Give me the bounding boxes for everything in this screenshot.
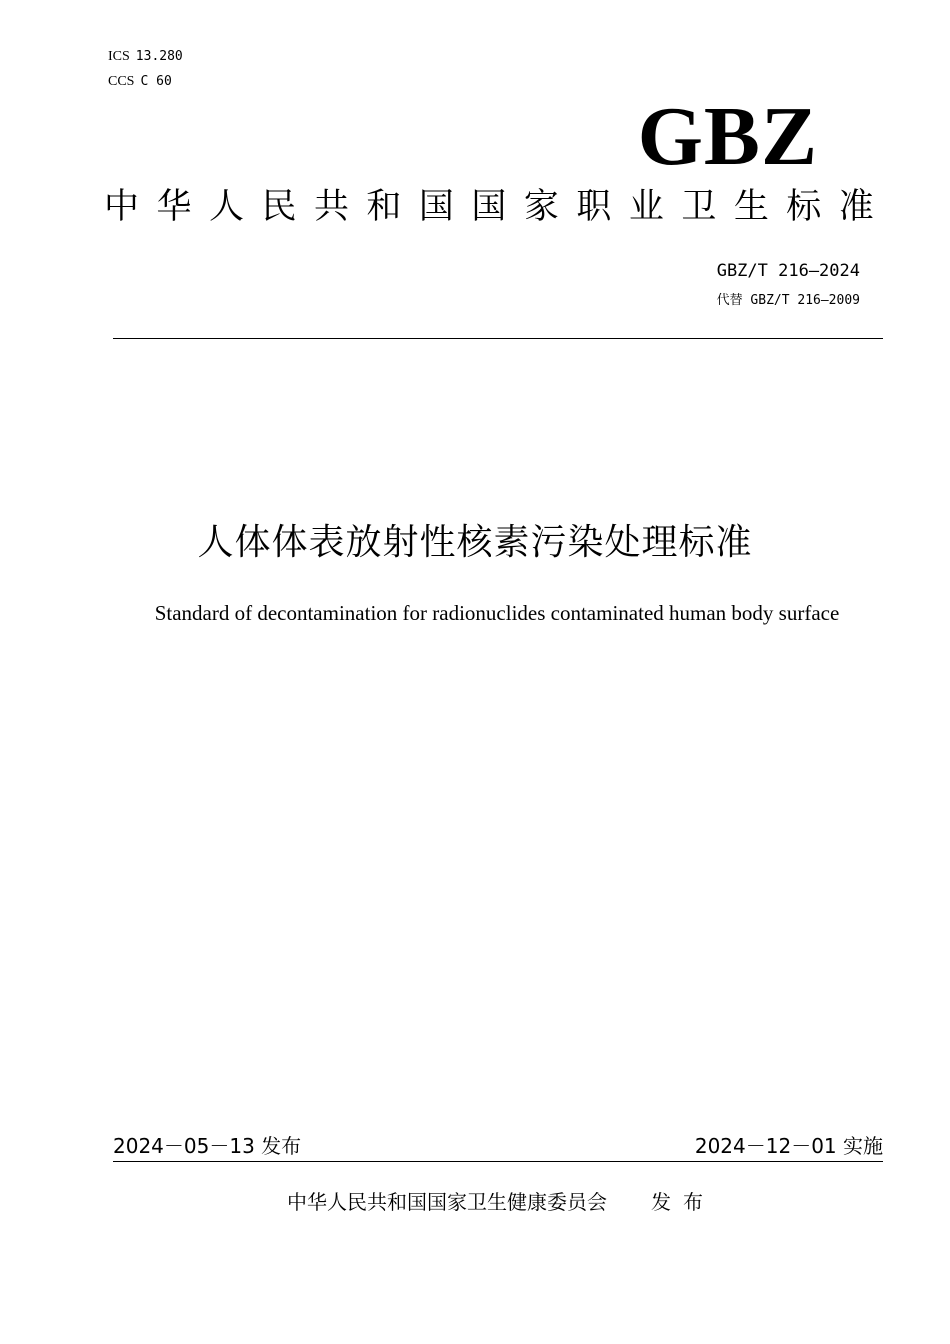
title-chinese: 人体体表放射性核素污染处理标准 <box>197 522 753 563</box>
gbz-logo: GBZ <box>637 90 818 183</box>
category-char: 卫 <box>681 187 717 227</box>
bottom-divider <box>113 1161 883 1162</box>
ccs-code <box>108 72 172 91</box>
replaces-standard: 代替 GBZ/T 216—2009 <box>716 293 860 308</box>
category-char: 准 <box>838 187 874 227</box>
category-char: 和 <box>366 187 402 227</box>
category-char: 共 <box>313 187 349 227</box>
category-char: 生 <box>733 187 769 227</box>
category-char: 国 <box>471 187 507 227</box>
category-char: 家 <box>523 187 559 227</box>
title-english: Standard of decontamination for radionuclides contaminated human body surface <box>154 601 840 625</box>
category-char: 民 <box>261 187 297 227</box>
ccs-value: C 60 <box>140 74 172 89</box>
category-char: 中 <box>104 187 140 227</box>
category-char: 标 <box>786 187 822 227</box>
implementation-date: 2024－12－01 实施 <box>694 1134 883 1158</box>
ics-code <box>108 47 183 66</box>
top-divider <box>113 338 883 339</box>
standard-category <box>104 185 874 229</box>
issue-date: 2024－05－13 发布 <box>113 1134 302 1158</box>
category-char: 人 <box>208 187 244 227</box>
category-char: 业 <box>628 187 664 227</box>
publisher-name: 中华人民共和国国家卫生健康委员会 <box>287 1190 607 1214</box>
ccs-label: CCS <box>108 74 135 89</box>
category-char: 国 <box>418 187 454 227</box>
category-char: 华 <box>156 187 192 227</box>
ics-label: ICS <box>108 49 130 64</box>
category-char: 职 <box>576 187 612 227</box>
publisher-line <box>0 1188 950 1216</box>
standard-number: GBZ/T 216—2024 <box>716 261 860 281</box>
ics-value: 13.280 <box>135 49 183 64</box>
publish-action: 发布 <box>651 1190 715 1214</box>
